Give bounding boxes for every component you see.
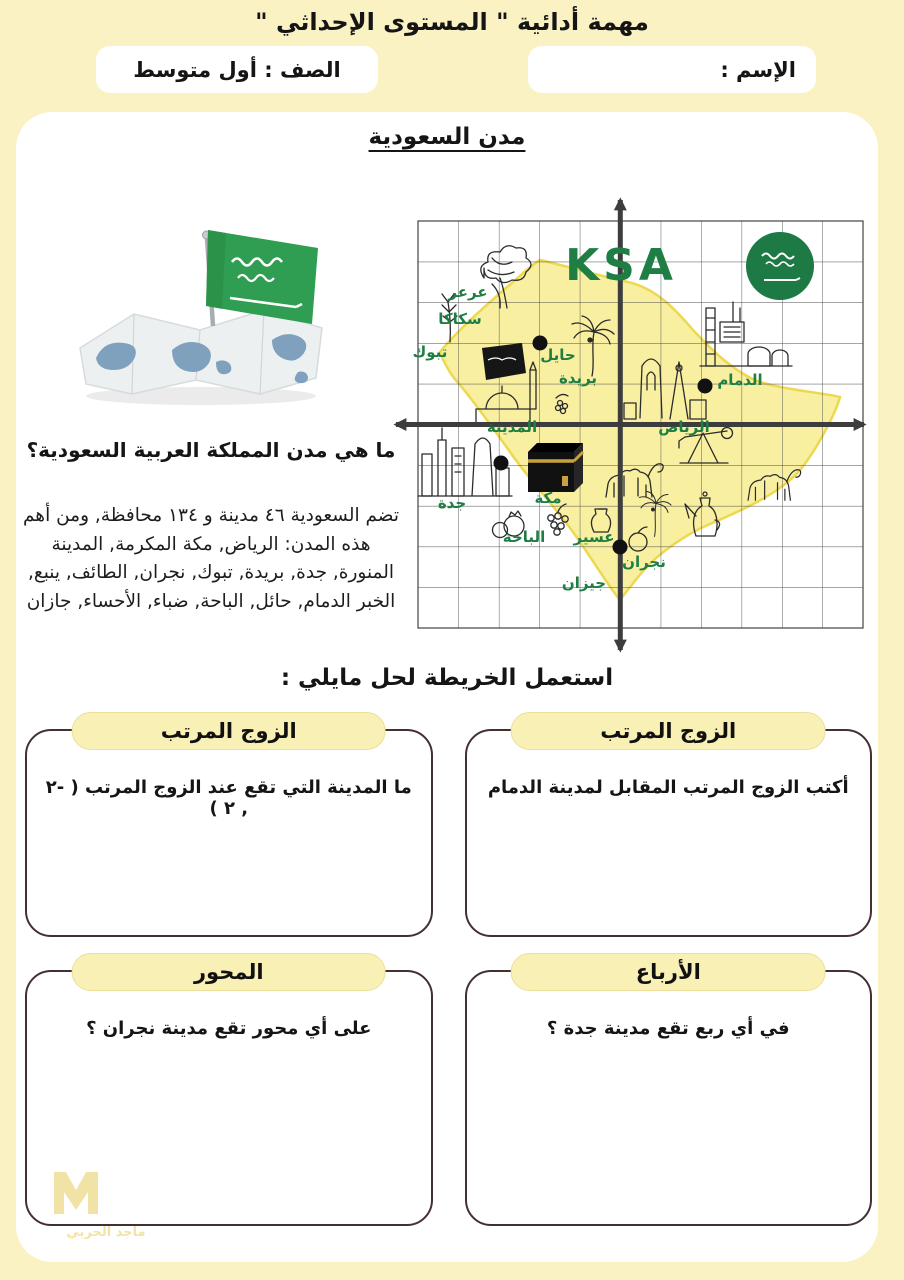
task-header: الزوج المرتب	[71, 712, 386, 750]
watermark-text: ماجد الحربي	[66, 1225, 146, 1240]
page-title: مهمة أدائية " المستوى الإحداثي "	[255, 8, 649, 36]
section-title: مدن السعودية	[368, 124, 526, 150]
side-question: ما هي مدن المملكة العربية السعودية؟	[26, 438, 396, 462]
side-paragraph: تضم السعودية ٤٦ مدينة و ١٣٤ محافظة, ومن أهم هذه المدن: الرياض, مكة المكرمة, المدينة المنورة, جدة, بريدة, تبوك, نجران, الطائف, ينبع, الخبر الدمام, حائل, الباحة, ضباء, الأحساء, جازان	[23, 505, 399, 613]
answer-area[interactable]	[37, 817, 421, 925]
name-label: الإسم :	[720, 57, 796, 82]
watermark-logo-icon	[54, 1168, 133, 1222]
city-dot	[494, 456, 509, 471]
city-label: سكاكا	[438, 310, 482, 328]
task-box-ordered-pair-dammam	[465, 719, 873, 937]
task-question: أكتب الزوج المرتب المقابل لمدينة الدمام	[487, 777, 849, 798]
city-label: نجران	[622, 553, 666, 571]
coordinate-map	[388, 190, 868, 660]
city-label: بريدة	[558, 369, 598, 387]
task-question: على أي محور تقع مدينة نجران ؟	[86, 1018, 372, 1039]
city-label: جدة	[437, 494, 467, 512]
instruction: استعمل الخريطة لحل مايلي :	[280, 665, 614, 691]
city-label: الدمام	[717, 371, 763, 389]
flag-roundel-icon	[746, 232, 814, 300]
city-dot	[698, 379, 713, 394]
map-label: KSA	[565, 240, 677, 291]
city-label: تبوك	[412, 343, 448, 361]
city-label: عرعر	[448, 283, 488, 301]
task-header: المحور	[71, 953, 386, 991]
city-label: الباحة	[502, 528, 546, 546]
author-watermark	[40, 1142, 170, 1252]
city-label: مكة	[534, 489, 562, 507]
task-box-ordered-pair-city	[25, 719, 433, 937]
city-label: الرياض	[658, 418, 710, 436]
class-field	[96, 46, 378, 93]
answer-area[interactable]	[477, 1058, 861, 1214]
header-row	[0, 36, 904, 93]
task-header: الأرباع	[511, 953, 826, 991]
kaaba-icon	[528, 443, 583, 492]
saudi-flag-icon	[206, 230, 318, 324]
task-question: في أي ربع تقع مدينة جدة ؟	[546, 1018, 790, 1039]
map-section	[16, 150, 878, 655]
city-label: عسير	[573, 528, 615, 546]
city-label: حايل	[540, 346, 576, 364]
answer-area[interactable]	[477, 817, 861, 925]
city-label: المدينة	[486, 418, 538, 436]
main-card	[16, 112, 878, 1262]
class-label: الصف : أول متوسط	[133, 57, 341, 82]
flag-map-icon	[66, 206, 336, 411]
name-field[interactable]	[528, 46, 816, 93]
city-label: جيزان	[561, 574, 607, 592]
task-header: الزوج المرتب	[511, 712, 826, 750]
task-question: ما المدينة التي تقع عند الزوج المرتب ( -٢ , ٢ )	[45, 777, 412, 819]
task-box-quadrants	[465, 960, 873, 1226]
